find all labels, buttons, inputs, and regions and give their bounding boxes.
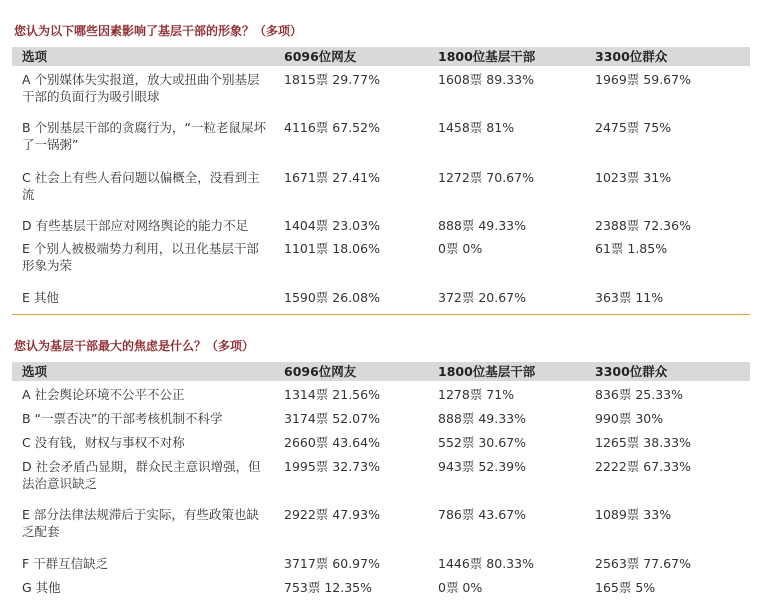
cadres-value: 372票 20.67% bbox=[438, 290, 526, 305]
cadres-value: 1272票 70.67% bbox=[438, 170, 534, 185]
cadres-value: 1608票 89.33% bbox=[438, 72, 534, 87]
netizens-value: 2660票 43.64% bbox=[284, 435, 380, 450]
option-text: D 社会矛盾凸显期，群众民主意识增强，但法治意识缺乏 bbox=[22, 459, 261, 491]
cadres-value: 1458票 81% bbox=[438, 120, 515, 135]
netizens-value: 1671票 27.41% bbox=[284, 170, 380, 185]
public-value: 61票 1.85% bbox=[595, 241, 668, 256]
public-value: 1089票 33% bbox=[595, 507, 672, 522]
option-text: D 有些基层干部应对网络舆论的能力不足 bbox=[22, 218, 249, 233]
public-value: 1265票 38.33% bbox=[595, 435, 691, 450]
section-divider bbox=[12, 314, 750, 315]
netizens-value: 2922票 47.93% bbox=[284, 507, 380, 522]
netizens-value: 1995票 32.73% bbox=[284, 459, 380, 474]
netizens-value: 1815票 29.77% bbox=[284, 72, 380, 87]
cadres-value: 0票 0% bbox=[438, 580, 483, 595]
netizens-value: 1314票 21.56% bbox=[284, 387, 380, 402]
option-text: E 其他 bbox=[22, 290, 59, 305]
cadres-value: 786票 43.67% bbox=[438, 507, 526, 522]
netizens-value: 4116票 67.52% bbox=[284, 120, 380, 135]
cadres-value: 1446票 80.33% bbox=[438, 556, 534, 571]
netizens-value: 3717票 60.97% bbox=[284, 556, 380, 571]
public-value: 2563票 77.67% bbox=[595, 556, 691, 571]
netizens-value: 3174票 52.07% bbox=[284, 411, 380, 426]
option-text: G 其他 bbox=[22, 580, 61, 595]
cadres-value: 888票 49.33% bbox=[438, 411, 526, 426]
public-value: 836票 25.33% bbox=[595, 387, 683, 402]
public-value: 2475票 75% bbox=[595, 120, 672, 135]
option-text: A 社会舆论环境不公平不公正 bbox=[22, 387, 185, 402]
header-netizens: 6096位网友 bbox=[284, 49, 357, 64]
option-text: A 个别媒体失实报道，放大或扭曲个别基层干部的负面行为吸引眼球 bbox=[22, 72, 260, 104]
public-value: 2222票 67.33% bbox=[595, 459, 691, 474]
public-value: 1023票 31% bbox=[595, 170, 672, 185]
netizens-value: 1101票 18.06% bbox=[284, 241, 380, 256]
header-option: 选项 bbox=[22, 49, 48, 64]
public-value: 165票 5% bbox=[595, 580, 656, 595]
header-public: 3300位群众 bbox=[595, 364, 668, 379]
option-text: F 干群互信缺乏 bbox=[22, 556, 109, 571]
public-value: 363票 11% bbox=[595, 290, 664, 305]
netizens-value: 1590票 26.08% bbox=[284, 290, 380, 305]
header-netizens: 6096位网友 bbox=[284, 364, 357, 379]
cadres-value: 943票 52.39% bbox=[438, 459, 526, 474]
option-text: B 个别基层干部的贪腐行为，“一粒老鼠屎坏了一锅粥” bbox=[22, 120, 267, 152]
netizens-value: 1404票 23.03% bbox=[284, 218, 380, 233]
option-text: E 部分法律法规滞后于实际，有些政策也缺乏配套 bbox=[22, 507, 259, 539]
option-text: E 个别人被极端势力利用，以丑化基层干部形象为荣 bbox=[22, 241, 259, 273]
question-title: 您认为以下哪些因素影响了基层干部的形象？（多项） bbox=[14, 24, 303, 38]
netizens-value: 753票 12.35% bbox=[284, 580, 372, 595]
table-header bbox=[12, 362, 750, 381]
header-cadres: 1800位基层干部 bbox=[438, 364, 536, 379]
public-value: 1969票 59.67% bbox=[595, 72, 691, 87]
option-text: C 没有钱，财权与事权不对称 bbox=[22, 435, 185, 450]
question-title: 您认为基层干部最大的焦虑是什么？（多项） bbox=[14, 339, 255, 353]
header-public: 3300位群众 bbox=[595, 49, 668, 64]
cadres-value: 1278票 71% bbox=[438, 387, 515, 402]
public-value: 990票 30% bbox=[595, 411, 664, 426]
cadres-value: 552票 30.67% bbox=[438, 435, 526, 450]
table-header bbox=[12, 47, 750, 66]
option-text: C 社会上有些人看问题以偏概全，没看到主流 bbox=[22, 170, 260, 202]
cadres-value: 0票 0% bbox=[438, 241, 483, 256]
option-text: B “一票否决”的干部考核机制不科学 bbox=[22, 411, 223, 426]
public-value: 2388票 72.36% bbox=[595, 218, 691, 233]
cadres-value: 888票 49.33% bbox=[438, 218, 526, 233]
header-option: 选项 bbox=[22, 364, 48, 379]
header-cadres: 1800位基层干部 bbox=[438, 49, 536, 64]
